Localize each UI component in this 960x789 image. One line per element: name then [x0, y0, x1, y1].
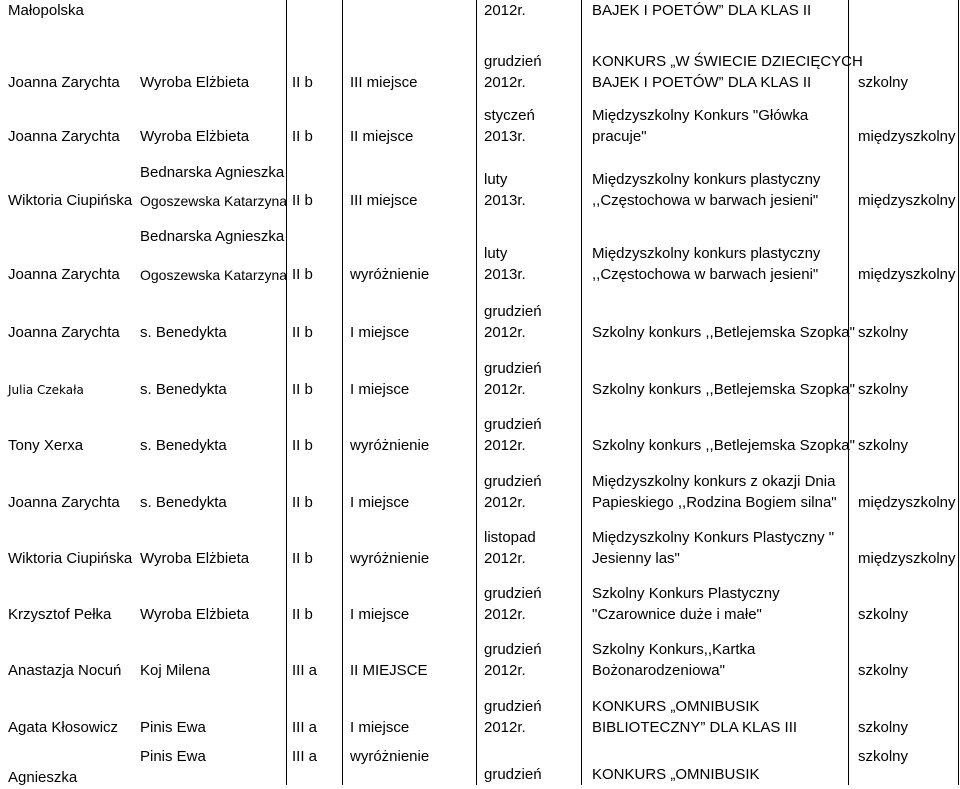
placement: II miejsce: [350, 128, 414, 145]
teacher-name: Wyroba Elżbieta: [140, 74, 250, 91]
contest-name-line: Jesienny las": [592, 550, 680, 567]
placement: I miejsce: [350, 606, 410, 623]
award-date-month: luty: [484, 171, 508, 188]
contest-level: międzyszkolny: [858, 192, 956, 209]
placement: II MIEJSCE: [350, 662, 428, 679]
award-date-month: grudzień: [484, 416, 542, 433]
class-label: II b: [292, 381, 313, 398]
teacher-name: s. Benedykta: [140, 381, 227, 398]
student-name: Joanna Zarychta: [8, 128, 120, 145]
student-name: Agnieszka: [8, 769, 78, 786]
award-date-year: 2012r.: [484, 550, 526, 567]
award-date-year: 2012r.: [484, 494, 526, 511]
column-divider: [958, 0, 959, 785]
award-date-year: 2013r.: [484, 192, 526, 209]
contest-level: szkolny: [858, 437, 909, 454]
contest-name-line: pracuje": [592, 128, 647, 145]
class-label: III a: [292, 748, 318, 765]
award-date-year: 2012r.: [484, 662, 526, 679]
contest-level: międzyszkolny: [858, 494, 956, 511]
class-label: II b: [292, 128, 313, 145]
student-name: Julia Czekała: [8, 383, 84, 397]
award-date-year: 2012r.: [484, 324, 526, 341]
contest-name-line: BAJEK I POETÓW” DLA KLAS II: [592, 2, 812, 19]
contest-name-line: Papieskiego ,,Rodzina Bogiem silna": [592, 494, 837, 511]
contest-level: szkolny: [858, 324, 909, 341]
contest-level: szkolny: [858, 74, 909, 91]
class-label: II b: [292, 74, 313, 91]
contest-name-line: Bożonarodzeniowa": [592, 662, 725, 679]
teacher-name: Wyroba Elżbieta: [140, 128, 250, 145]
award-date-month: luty: [484, 245, 508, 262]
class-label: III a: [292, 719, 318, 736]
contest-name-line: ,,Częstochowa w barwach jesieni": [592, 266, 819, 283]
student-name: Anastazja Nocuń: [8, 662, 122, 679]
contest-name-line: KONKURS „OMNIBUSIK: [592, 698, 760, 715]
contest-name-line: Szkolny Konkurs Plastyczny: [592, 585, 780, 602]
student-name: Małopolska: [8, 2, 84, 19]
column-divider: [286, 0, 287, 785]
award-date-year: 2013r.: [484, 266, 526, 283]
class-label: III a: [292, 662, 318, 679]
teacher-name: s. Benedykta: [140, 324, 227, 341]
teacher-name: Pinis Ewa: [140, 748, 206, 765]
award-date-month: grudzień: [484, 53, 542, 70]
contest-level: szkolny: [858, 606, 909, 623]
placement: wyróżnienie: [350, 437, 430, 454]
class-label: II b: [292, 437, 313, 454]
contest-name-line: Szkolny konkurs ,,Betlejemska Szopka": [592, 381, 855, 398]
student-name: Wiktoria Ciupińska: [8, 550, 133, 567]
award-date-month: grudzień: [484, 303, 542, 320]
award-date-month: grudzień: [484, 360, 542, 377]
award-date-year: 2012r.: [484, 606, 526, 623]
placement: III miejsce: [350, 74, 418, 91]
teacher-name: Wyroba Elżbieta: [140, 606, 250, 623]
contest-name-line: Szkolny konkurs ,,Betlejemska Szopka": [592, 324, 855, 341]
teacher-name: s. Benedykta: [140, 494, 227, 511]
placement: I miejsce: [350, 324, 410, 341]
contest-name-line: Szkolny konkurs ,,Betlejemska Szopka": [592, 437, 855, 454]
class-label: II b: [292, 606, 313, 623]
contest-level: szkolny: [858, 748, 909, 765]
award-date-month: grudzień: [484, 585, 542, 602]
contest-name-line: Międzyszkolny konkurs z okazji Dnia: [592, 473, 836, 490]
contest-level: szkolny: [858, 719, 909, 736]
column-divider: [581, 0, 582, 785]
contest-name-line: KONKURS „W ŚWIECIE DZIECIĘCYCH: [592, 53, 863, 70]
award-date-month: grudzień: [484, 698, 542, 715]
award-date-month: grudzień: [484, 473, 542, 490]
student-name: Joanna Zarychta: [8, 74, 120, 91]
placement: I miejsce: [350, 494, 410, 511]
contest-level: międzyszkolny: [858, 266, 956, 283]
teacher-name: Bednarska Agnieszka: [140, 228, 285, 245]
placement: III miejsce: [350, 192, 418, 209]
award-date-year: 2012r.: [484, 719, 526, 736]
column-divider: [476, 0, 477, 785]
class-label: II b: [292, 324, 313, 341]
contest-name-line: Międzyszkolny Konkurs "Główka: [592, 107, 809, 124]
contest-level: międzyszkolny: [858, 128, 956, 145]
student-name: Krzysztof Pełka: [8, 606, 112, 623]
contest-level: szkolny: [858, 662, 909, 679]
teacher-name: Ogoszewska Katarzyna: [140, 267, 288, 283]
contest-name-line: Międzyszkolny Konkurs Plastyczny ": [592, 529, 835, 546]
teacher-name: Koj Milena: [140, 662, 211, 679]
student-name: Agata Kłosowicz: [8, 719, 119, 736]
student-name: Joanna Zarychta: [8, 266, 120, 283]
placement: wyróżnienie: [350, 550, 430, 567]
student-name: Tony Xerxa: [8, 437, 84, 454]
placement: I miejsce: [350, 719, 410, 736]
teacher-name: Wyroba Elżbieta: [140, 550, 250, 567]
class-label: II b: [292, 192, 313, 209]
teacher-name: Bednarska Agnieszka: [140, 164, 285, 181]
contest-name-line: ,,Częstochowa w barwach jesieni": [592, 192, 819, 209]
contest-name-line: Międzyszkolny konkurs plastyczny: [592, 245, 821, 262]
contest-name-line: BIBLIOTECZNY” DLA KLAS III: [592, 719, 798, 736]
teacher-name: s. Benedykta: [140, 437, 227, 454]
contest-name-line: "Czarownice duże i małe": [592, 606, 762, 623]
award-date-month: grudzień: [484, 766, 542, 783]
award-date-month: grudzień: [484, 641, 542, 658]
award-date-month: listopad: [484, 529, 536, 546]
contest-name-line: BAJEK I POETÓW” DLA KLAS II: [592, 74, 812, 91]
student-name: Joanna Zarychta: [8, 324, 120, 341]
teacher-name: Ogoszewska Katarzyna: [140, 193, 288, 209]
award-date-month: styczeń: [484, 107, 535, 124]
placement: wyróżnienie: [350, 748, 430, 765]
award-date-year: 2012r.: [484, 437, 526, 454]
award-date-year: 2012r.: [484, 74, 526, 91]
contest-level: szkolny: [858, 381, 909, 398]
award-date-year: 2013r.: [484, 128, 526, 145]
award-date-year: 2012r.: [484, 2, 526, 19]
contest-name-line: Szkolny Konkurs,,Kartka: [592, 641, 756, 658]
teacher-name: Pinis Ewa: [140, 719, 206, 736]
contest-level: międzyszkolny: [858, 550, 956, 567]
placement: I miejsce: [350, 381, 410, 398]
class-label: II b: [292, 266, 313, 283]
placement: wyróżnienie: [350, 266, 430, 283]
student-name: Joanna Zarychta: [8, 494, 120, 511]
class-label: II b: [292, 494, 313, 511]
student-name: Wiktoria Ciupińska: [8, 192, 133, 209]
contest-name-line: Międzyszkolny konkurs plastyczny: [592, 171, 821, 188]
contest-name-line: KONKURS „OMNIBUSIK: [592, 766, 760, 783]
class-label: II b: [292, 550, 313, 567]
column-divider: [342, 0, 343, 785]
award-date-year: 2012r.: [484, 381, 526, 398]
